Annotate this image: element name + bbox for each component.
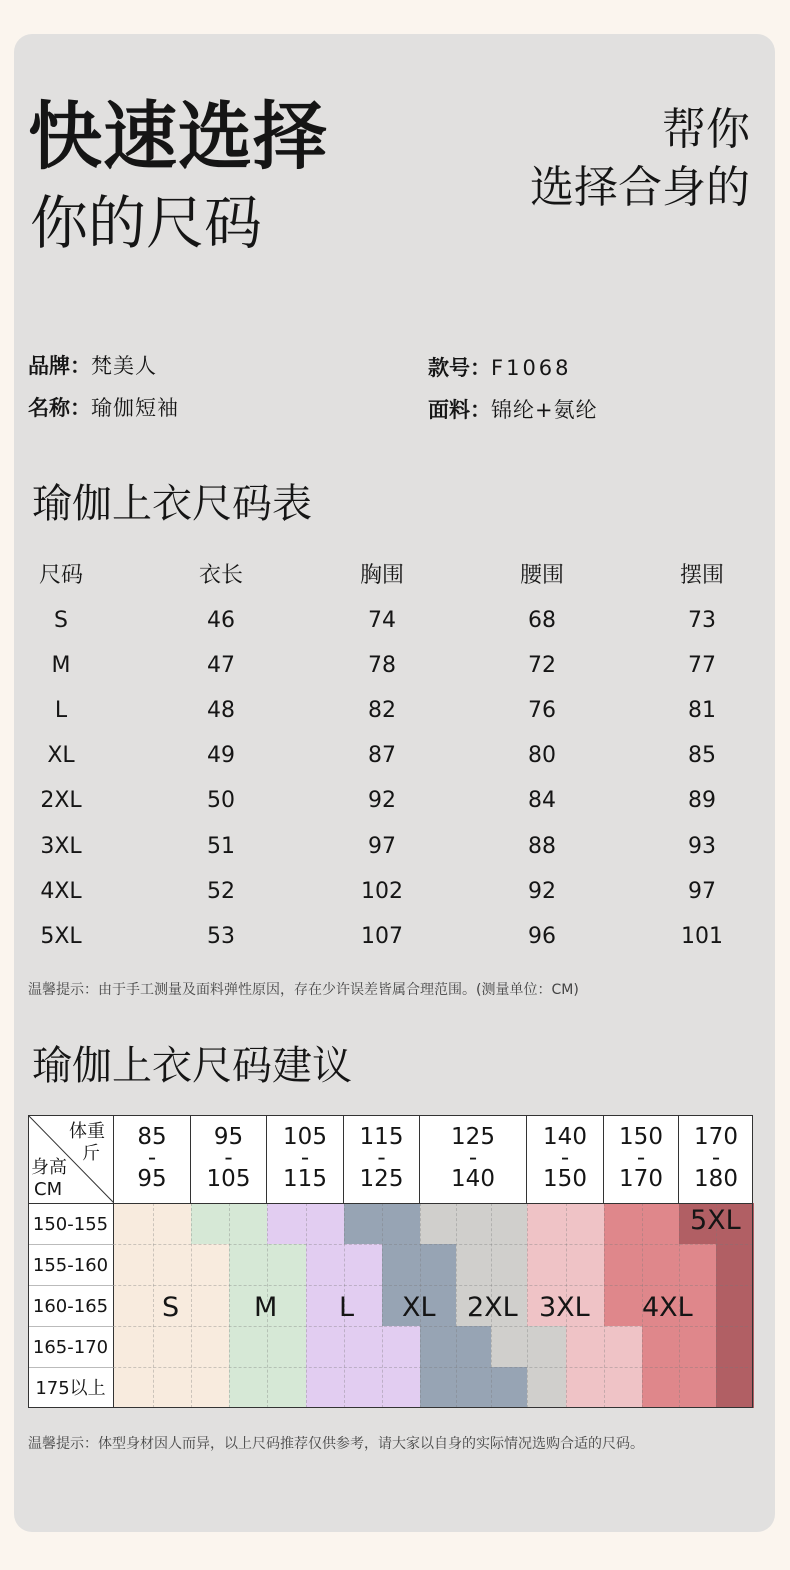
grid-cell-3xl	[566, 1367, 605, 1408]
height-range-label: 175以上	[28, 1367, 114, 1408]
size-table-cell: 68	[528, 608, 556, 633]
weight-range-header	[679, 1115, 753, 1203]
grid-cell-2xl	[456, 1244, 492, 1285]
size-table-size-cell: 5XL	[40, 924, 82, 949]
model-value: F1068	[491, 356, 572, 380]
size-table-header: 腰围	[519, 563, 564, 588]
size-table-cell: 78	[368, 653, 396, 678]
grid-cell-s	[191, 1326, 230, 1367]
weight-range-value: -	[560, 1145, 570, 1171]
height-range-label: 155-160	[28, 1244, 114, 1285]
corner-weight-label: 体重	[69, 1121, 105, 1142]
grid-cell-s	[114, 1367, 153, 1408]
size-table-cell: 82	[368, 698, 396, 723]
grid-cell-3xl	[566, 1244, 605, 1285]
grid-cell-4xl	[604, 1244, 642, 1285]
grid-cell-l	[267, 1203, 306, 1244]
grid-line	[527, 1203, 528, 1408]
grid-cell-5xl	[716, 1367, 754, 1408]
grid-cell-4xl	[642, 1367, 680, 1408]
weight-range-header	[267, 1115, 344, 1203]
size-table-cell: 85	[688, 743, 716, 768]
brand-info	[28, 356, 157, 377]
fabric-label: 面料：	[428, 398, 491, 422]
weight-range-header	[114, 1115, 191, 1203]
grid-cell-l	[382, 1326, 421, 1367]
grid-cell-m	[229, 1203, 268, 1244]
grid-cell-xl	[420, 1244, 456, 1285]
size-label-l: L	[339, 1292, 355, 1323]
size-table-cell: 52	[207, 879, 235, 904]
grid-cell-xl	[420, 1326, 456, 1367]
grid-cell-s	[114, 1203, 153, 1244]
name-value: 瑜伽短袖	[91, 396, 179, 420]
grid-cell-3xl	[527, 1203, 566, 1244]
grid-cell-4xl	[679, 1244, 717, 1285]
weight-range-value: 105	[206, 1166, 251, 1192]
grid-cell-s	[153, 1244, 192, 1285]
grid-cell-2xl	[527, 1367, 566, 1408]
size-table-cell: 97	[368, 834, 396, 859]
size-table-cell: 102	[361, 879, 403, 904]
grid-cell-l	[344, 1367, 383, 1408]
size-table-size-cell: S	[54, 608, 68, 633]
grid-cell-l	[306, 1367, 345, 1408]
grid-cell-s	[114, 1326, 153, 1367]
grid-cell-xl	[456, 1367, 492, 1408]
weight-range-value: -	[147, 1145, 157, 1171]
size-table-cell: 101	[681, 924, 723, 949]
grid-cell-xl	[456, 1326, 492, 1367]
recommend-title: 瑜伽上衣尺码建议	[32, 1043, 352, 1089]
grid-cell-4xl	[604, 1203, 642, 1244]
size-table-cell: 77	[688, 653, 716, 678]
grid-cell-3xl	[566, 1203, 605, 1244]
corner-weight-unit: 斤	[82, 1143, 100, 1164]
grid-cell-xl	[382, 1244, 421, 1285]
grid-corner	[28, 1115, 114, 1203]
grid-cell-4xl	[642, 1203, 680, 1244]
grid-cell-4xl	[642, 1326, 680, 1367]
grid-line	[191, 1203, 192, 1408]
size-table-size-cell: 4XL	[40, 879, 82, 904]
corner-height-unit: CM	[34, 1179, 63, 1200]
size-table-cell: 47	[207, 653, 235, 678]
size-table-cell: 97	[688, 879, 716, 904]
grid-cell-m	[229, 1244, 268, 1285]
weight-range-header	[604, 1115, 679, 1203]
tagline-line2: 选择合身的	[530, 162, 750, 213]
grid-line	[28, 1244, 753, 1245]
weight-range-value: 95	[137, 1166, 167, 1192]
weight-range-value: 170	[694, 1124, 738, 1150]
size-table-header: 尺码	[38, 563, 83, 588]
brand-label: 品牌：	[28, 354, 91, 378]
size-label-m: M	[254, 1292, 278, 1323]
grid-cell-2xl	[491, 1326, 527, 1367]
weight-range-value: -	[636, 1145, 646, 1171]
grid-cell-l	[344, 1326, 383, 1367]
size-table-cell: 74	[368, 608, 396, 633]
size-table-cell: 76	[528, 698, 556, 723]
grid-cell-s	[191, 1244, 230, 1285]
recommend-note: 温馨提示：体型身材因人而异，以上尺码推荐仅供参考，请大家以自身的实际情况选购合适的尺码。	[28, 1436, 644, 1452]
grid-cell-xl	[344, 1203, 383, 1244]
size-table-cell: 48	[207, 698, 235, 723]
grid-cell-l	[382, 1367, 421, 1408]
grid-cell-m	[229, 1326, 268, 1367]
grid-cell-s	[191, 1367, 230, 1408]
size-table-cell: 80	[528, 743, 556, 768]
fabric-info	[428, 400, 598, 421]
weight-range-value: -	[300, 1145, 310, 1171]
weight-range-value: 85	[137, 1124, 167, 1150]
size-table-header: 胸围	[359, 563, 404, 588]
grid-cell-2xl	[420, 1203, 456, 1244]
brand-value: 梵美人	[91, 354, 157, 378]
grid-cell-4xl	[679, 1367, 717, 1408]
size-table-cell: 89	[688, 788, 716, 813]
model-info	[428, 358, 572, 379]
grid-cell-l	[306, 1244, 345, 1285]
size-table-cell: 72	[528, 653, 556, 678]
weight-range-value: 105	[283, 1124, 327, 1150]
grid-cell-xl	[420, 1367, 456, 1408]
height-range-label: 165-170	[28, 1326, 114, 1367]
grid-cell-s	[153, 1203, 192, 1244]
grid-line	[28, 1367, 753, 1368]
size-table-cell: 51	[207, 834, 235, 859]
grid-cell-3xl	[566, 1326, 605, 1367]
grid-cell-4xl	[679, 1326, 717, 1367]
weight-range-value: 140	[451, 1166, 495, 1192]
grid-cell-5xl	[716, 1244, 754, 1285]
grid-cell-m	[267, 1326, 306, 1367]
size-label-4xl: 4XL	[642, 1292, 693, 1323]
weight-range-header	[191, 1115, 267, 1203]
grid-cell-3xl	[604, 1326, 642, 1367]
weight-range-value: 125	[451, 1124, 495, 1150]
size-table-title: 瑜伽上衣尺码表	[32, 481, 312, 527]
grid-line	[306, 1203, 307, 1408]
size-table-cell: 88	[528, 834, 556, 859]
grid-cell-5xl	[716, 1326, 754, 1367]
size-label-5xl: 5XL	[690, 1205, 741, 1236]
weight-range-header	[344, 1115, 420, 1203]
size-table-cell: 96	[528, 924, 556, 949]
size-recommendation-grid	[28, 1115, 753, 1408]
weight-range-value: -	[377, 1145, 386, 1171]
page-subtitle: 你的尺码	[30, 189, 263, 257]
grid-cell-m	[267, 1367, 306, 1408]
size-table-cell: 53	[207, 924, 235, 949]
grid-line	[28, 1285, 753, 1286]
size-table-header: 摆围	[679, 563, 724, 588]
grid-cell-2xl	[456, 1203, 492, 1244]
size-table-cell: 84	[528, 788, 556, 813]
weight-range-value: 95	[213, 1124, 244, 1150]
weight-range-value: 180	[694, 1166, 738, 1192]
grid-cell-l	[306, 1326, 345, 1367]
grid-cell-s	[191, 1285, 230, 1326]
grid-cell-3xl	[604, 1367, 642, 1408]
grid-cell-2xl	[491, 1244, 527, 1285]
weight-range-value: 125	[359, 1166, 404, 1192]
grid-cell-2xl	[527, 1326, 566, 1367]
grid-cell-xl	[382, 1203, 421, 1244]
weight-range-value: -	[224, 1145, 233, 1171]
grid-cell-m	[267, 1244, 306, 1285]
size-table-cell: 73	[688, 608, 716, 633]
weight-range-value: 115	[359, 1124, 404, 1150]
name-info	[28, 398, 179, 419]
grid-cell-s	[114, 1244, 153, 1285]
size-table-cell: 93	[688, 834, 716, 859]
weight-range-value: 150	[619, 1124, 663, 1150]
grid-line	[382, 1203, 383, 1408]
weight-range-header	[527, 1115, 604, 1203]
fabric-value: 锦纶+氨纶	[491, 398, 598, 422]
grid-cell-m	[229, 1367, 268, 1408]
grid-line	[456, 1203, 457, 1408]
page-title: 快速选择	[28, 94, 328, 180]
grid-cell-xl	[491, 1367, 527, 1408]
weight-range-value: 115	[283, 1166, 327, 1192]
grid-line	[28, 1326, 753, 1327]
size-table-cell: 92	[528, 879, 556, 904]
size-table-cell: 107	[361, 924, 403, 949]
size-table-size-cell: 2XL	[40, 788, 82, 813]
tagline-line1: 帮你	[662, 104, 750, 155]
grid-cell-l	[344, 1244, 383, 1285]
grid-cell-3xl	[527, 1244, 566, 1285]
size-table-size-cell: XL	[47, 743, 75, 768]
size-table-cell: 50	[207, 788, 235, 813]
size-label-s: S	[162, 1292, 180, 1323]
weight-range-header	[420, 1115, 527, 1203]
grid-cell-4xl	[604, 1285, 642, 1326]
model-label: 款号：	[428, 356, 491, 380]
size-label-3xl: 3XL	[539, 1292, 590, 1323]
size-table-cell: 87	[368, 743, 396, 768]
grid-cell-l	[306, 1203, 345, 1244]
weight-range-value: 150	[543, 1166, 587, 1192]
grid-cell-2xl	[491, 1203, 527, 1244]
grid-cell-m	[191, 1203, 230, 1244]
grid-cell-s	[114, 1285, 153, 1326]
name-label: 名称：	[28, 396, 91, 420]
grid-line	[153, 1203, 154, 1408]
size-table-cell: 46	[207, 608, 235, 633]
size-table-cell: 92	[368, 788, 396, 813]
height-range-label: 160-165	[28, 1285, 114, 1326]
corner-height-label: 身高	[31, 1157, 67, 1178]
weight-range-value: 170	[619, 1166, 663, 1192]
size-table-cell: 81	[688, 698, 716, 723]
grid-cell-s	[153, 1326, 192, 1367]
size-label-xl: XL	[402, 1292, 436, 1323]
size-table-size-cell: M	[51, 653, 71, 678]
weight-range-value: 140	[543, 1124, 587, 1150]
size-table-size-cell: 3XL	[40, 834, 82, 859]
size-table-size-cell: L	[54, 698, 68, 723]
grid-header-divider	[28, 1203, 753, 1204]
size-table-header: 衣长	[198, 563, 243, 588]
weight-range-value: -	[711, 1145, 721, 1171]
grid-line	[604, 1203, 605, 1408]
grid-line	[229, 1203, 230, 1408]
size-table-cell: 49	[207, 743, 235, 768]
size-label-2xl: 2XL	[467, 1292, 518, 1323]
height-range-label: 150-155	[28, 1203, 114, 1244]
grid-cell-s	[153, 1367, 192, 1408]
size-table-note: 温馨提示：由于手工测量及面料弹性原因，存在少许误差皆属合理范围。(测量单位：CM)	[28, 982, 579, 998]
grid-cell-5xl	[716, 1285, 754, 1326]
weight-range-value: -	[468, 1145, 478, 1171]
grid-cell-4xl	[642, 1244, 680, 1285]
